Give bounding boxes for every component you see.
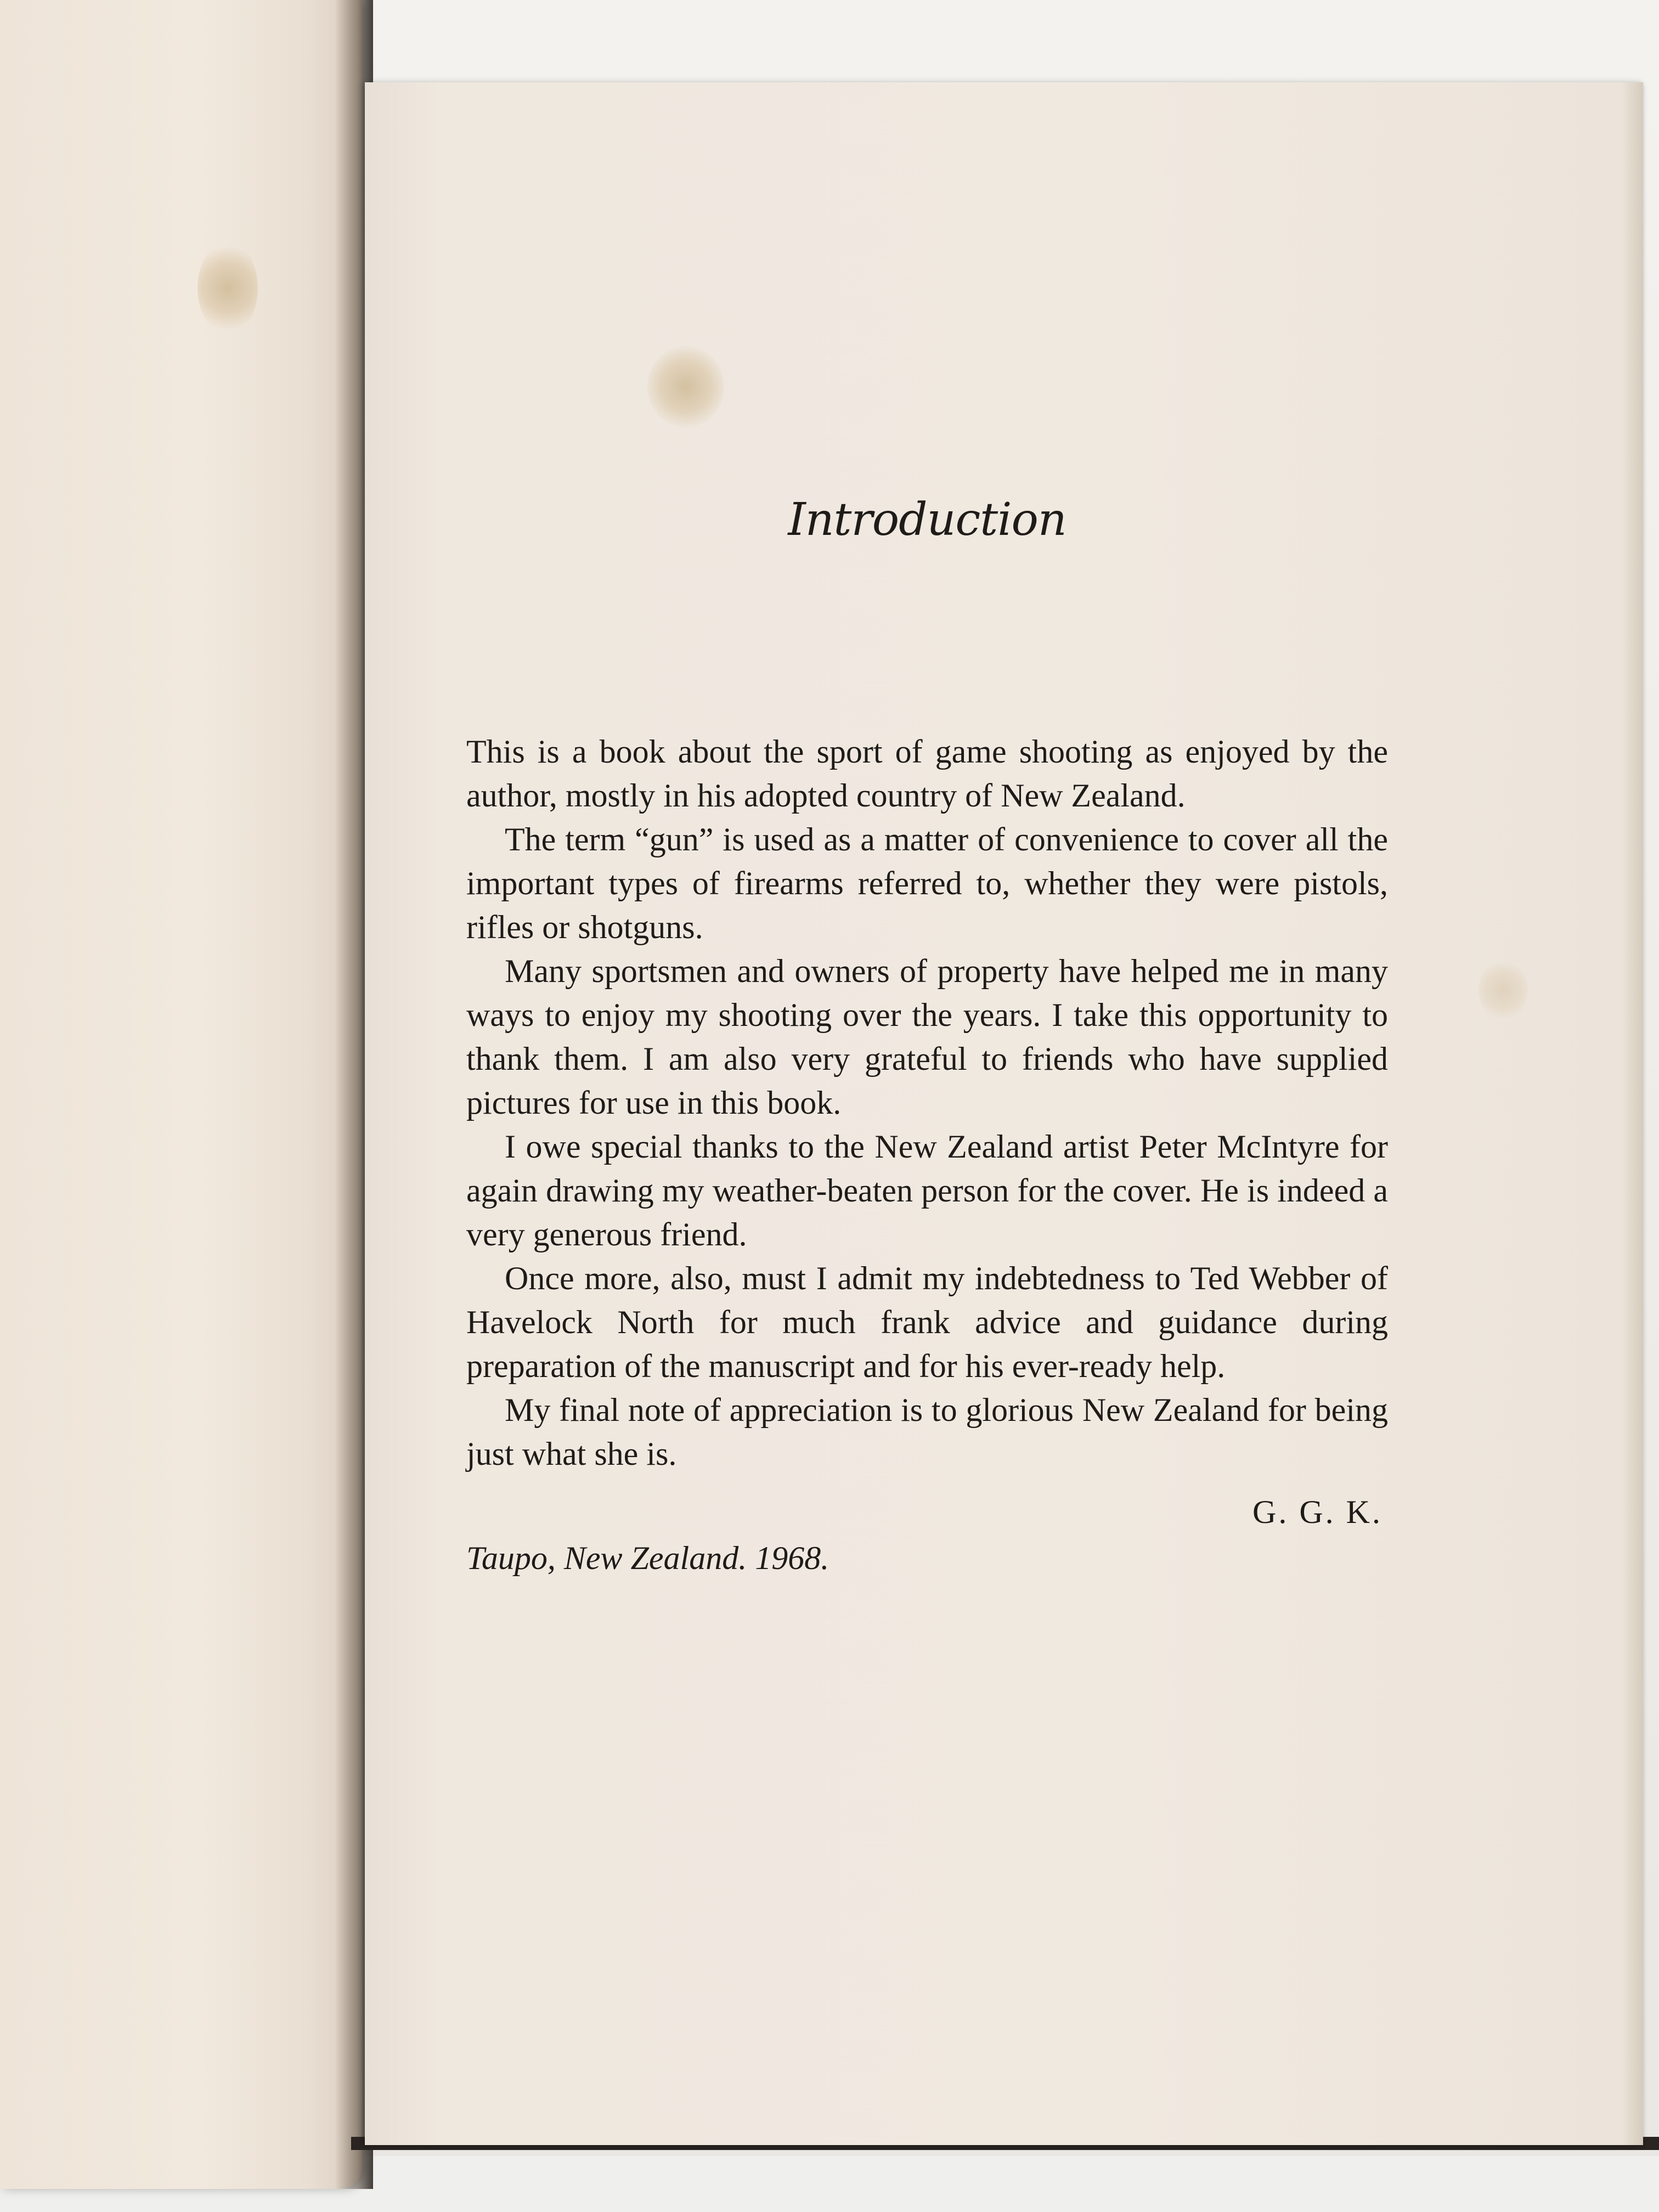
paragraph: Once more, also, must I admit my indebtedness to Ted Webber of Havelock North for much frank advice and guidance during preparation of the manuscript and for his ever-ready help. (466, 1260, 1388, 1384)
paragraph: This is a book about the sport of game shooting as enjoyed by the author, mostly in his adopted country of New Zealand. (466, 733, 1388, 814)
page-title: Introduction (788, 494, 1066, 546)
foxing-spot (647, 346, 724, 428)
paragraph: My final note of appreciation is to glorious New Zealand for being just what she is. (466, 1392, 1388, 1472)
paragraph: Many sportsmen and owners of property have helped me in many ways to enjoy my shooting over the years. I take this opportunity to thank them. I am also very grateful to friends who have supplied pictures for use in this book. (466, 953, 1388, 1121)
place-and-date: Taupo, New Zealand. 1968. (466, 1540, 830, 1576)
paragraph: I owe special thanks to the New Zealand artist Peter McIntyre for again drawing my weather-beaten person for the cover. He is indeed a very generous friend. (466, 1128, 1388, 1252)
foxing-spot (198, 241, 258, 335)
left-page (0, 0, 362, 2189)
paragraph: The term “gun” is used as a matter of convenience to cover all the important types of firearms referred to, whether they were pistols, rifles or shotguns. (466, 821, 1388, 945)
foxing-spot (1479, 960, 1528, 1020)
author-initials: G. G. K. (1252, 1494, 1383, 1530)
page-edge-shading (1621, 82, 1643, 2145)
book-page (365, 82, 1643, 2145)
introduction-body (466, 730, 1388, 1580)
